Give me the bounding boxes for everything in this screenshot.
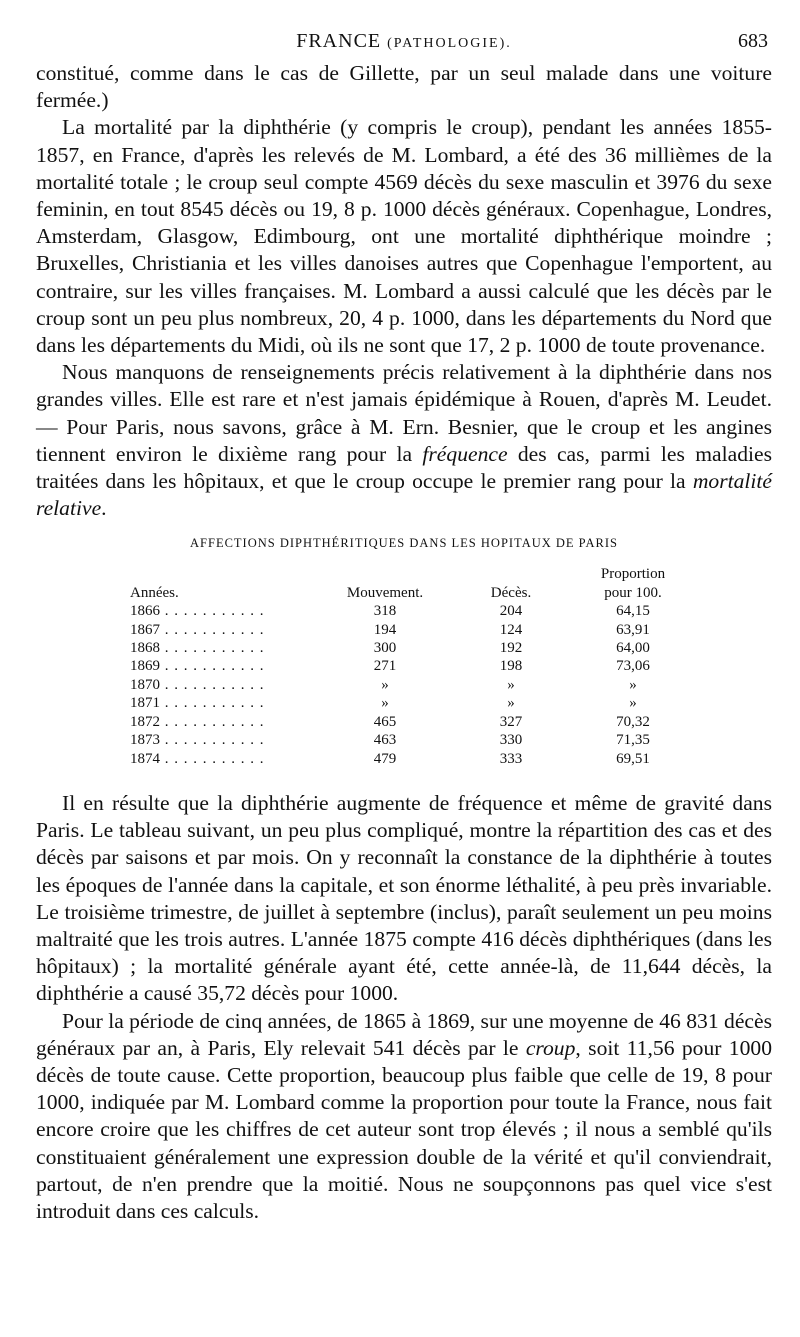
cell-year-value: 1869 [130, 658, 160, 675]
cell-movement [326, 657, 444, 675]
cell-year [130, 621, 326, 639]
column-header-movement: Mouvement. [346, 584, 424, 601]
column-header-deaths: Décès. [490, 584, 532, 601]
header-title-main: FRANCE [296, 30, 382, 52]
table-row [130, 750, 688, 768]
cell-year-value: 1870 [130, 676, 160, 693]
cell-year-value: 1868 [130, 640, 160, 657]
cell-proportion-value: 71,35 [616, 732, 650, 749]
cell-proportion [578, 731, 688, 749]
column-header-proportion-line1: Proportion [600, 566, 666, 583]
cell-deaths [444, 657, 578, 675]
leader-dots [160, 640, 265, 656]
body-text-after-table [36, 790, 772, 1225]
cell-proportion-value: 64,15 [616, 603, 650, 620]
header-title [36, 30, 772, 53]
cell-deaths [444, 694, 578, 712]
leader-dots [160, 751, 265, 767]
paragraph [36, 359, 772, 522]
cell-proportion-value: 64,00 [616, 640, 650, 657]
cell-year [130, 676, 326, 694]
cell-year [130, 713, 326, 731]
cell-proportion-value: » [629, 676, 637, 693]
cell-movement-value: 318 [373, 603, 397, 620]
cell-year [130, 602, 326, 620]
cell-deaths-value: » [507, 676, 515, 693]
cell-year [130, 639, 326, 657]
leader-dots [160, 622, 265, 638]
text-run: des cas, parmi les maladies traitées dans les hôpitaux, et que le croup occupe le premier rang pour la [36, 441, 772, 494]
table-body [130, 602, 688, 768]
cell-deaths-value: 204 [499, 603, 523, 620]
cell-proportion-value: 69,51 [616, 750, 650, 767]
cell-year [130, 657, 326, 675]
cell-movement [326, 676, 444, 694]
cell-proportion [578, 750, 688, 768]
cell-year [130, 694, 326, 712]
cell-deaths-value: 192 [499, 640, 523, 657]
cell-proportion-value: 63,91 [616, 621, 650, 638]
cell-movement [326, 713, 444, 731]
cell-movement-value: 479 [373, 750, 397, 767]
cell-year [130, 750, 326, 768]
cell-deaths-value: » [507, 695, 515, 712]
text-run: Nous manquons de renseignements précis relativement à la diphthérie dans nos grandes villes. Elle est rare et n'est jamais épidémique à Rouen, d'après M. Leudet. — Pour Paris, nous savons, grâce à M. Ern. Besnier, que le croup et les angines tiennent environ le dixième rang pour la [36, 360, 772, 466]
table-row [130, 657, 688, 675]
cell-deaths-value: 327 [499, 713, 523, 730]
cell-movement-value: » [381, 695, 389, 712]
table-row [130, 713, 688, 731]
cell-movement [326, 694, 444, 712]
cell-movement-value: 194 [373, 621, 397, 638]
cell-year-value: 1866 [130, 603, 160, 620]
cell-proportion [578, 713, 688, 731]
cell-year-value: 1873 [130, 732, 160, 749]
cell-year-value: 1872 [130, 713, 160, 730]
cell-proportion-value: 73,06 [616, 658, 650, 675]
text-run: constitué, comme dans le cas de Gillette, par un seul malade dans une voiture fermée.) [36, 61, 772, 113]
cell-deaths-value: 330 [499, 732, 523, 749]
cell-proportion [578, 694, 688, 712]
column-header-proportion [578, 565, 688, 602]
cell-year-value: 1871 [130, 695, 160, 712]
cell-deaths-value: 198 [499, 658, 523, 675]
table-header-row [130, 565, 688, 602]
leader-dots [160, 732, 265, 748]
leader-dots [160, 658, 265, 674]
text-run: , soit 11,56 pour 1000 décès de toute cause. Cette proportion, beaucoup plus faible que celle de 19, 8 pour 1000, indiquée par M. Lombard comme la proportion pour toute la France, nous fait encore croire que les chiffres de cet auteur sont trop élevés ; il nous a semblé qu'ils constituaient généralement une expression double de la vérité et qu'il conviendrait, partout, de n'en prendre que la moitié. Nous ne soupçonnons pas quel vice s'est introduit dans ces calculs. [36, 1035, 772, 1223]
cell-movement-value: 463 [373, 732, 397, 749]
table-row [130, 731, 688, 749]
cell-proportion [578, 657, 688, 675]
header-title-sub: (PATHOLOGIE). [387, 36, 512, 51]
text-run: La mortalité par la diphthérie (y compris le croup), pendant les années 1855-1857, en France, d'après les relevés de M. Lombard, a été des 36 millièmes de la mortalité totale ; le croup seul compte 4569 décès du sexe masculin et 3976 du sexe feminin, en tout 8545 décès ou 19, 8 p. 1000 décès généraux. Copenhague, Londres, Amsterdam, Glasgow, Edimbourg, ont une mortalité diphthérique moindre ; Bruxelles, Christiania et les villes danoises autres que Copenhague l'emportent, au contraire, sur les villes françaises. M. Lombard a aussi calculé que les décès par le croup sont un peu plus nombreux, 20, 4 p. 1000, dans les départements du Nord que dans les départements du Midi, où ils ne sont que 17, 2 p. 1000 de toute provenance. [36, 115, 772, 358]
page-number: 683 [738, 30, 768, 52]
leader-dots [160, 714, 265, 730]
cell-proportion [578, 602, 688, 620]
cell-deaths-value: 124 [499, 621, 523, 638]
cell-deaths [444, 602, 578, 620]
cell-year-value: 1874 [130, 750, 160, 767]
table-title: AFFECTIONS DIPHTHÉRITIQUES DANS LES HOPITAUX DE PARIS [190, 536, 618, 551]
text-run: . [101, 496, 107, 521]
italic-text: fréquence [422, 441, 508, 466]
cell-proportion [578, 676, 688, 694]
leader-dots [160, 603, 265, 619]
cell-deaths [444, 621, 578, 639]
paragraph [36, 1008, 772, 1226]
table-row [130, 694, 688, 712]
statistics-table [130, 565, 688, 767]
paragraph [36, 790, 772, 1008]
column-header-proportion-line2: pour 100. [604, 584, 662, 601]
table-row [130, 621, 688, 639]
text-run: Pour la période de cinq années, de 1865 à 1869, sur une moyenne de 46 831 décès généraux par an, à Paris, Ely relevait 541 décès par le [36, 1008, 772, 1060]
cell-year-value: 1867 [130, 621, 160, 638]
cell-movement [326, 639, 444, 657]
running-header [36, 30, 772, 60]
cell-movement-value: 465 [373, 713, 397, 730]
paragraph [36, 114, 772, 359]
document-page [36, 30, 772, 1225]
cell-movement-value: 271 [373, 658, 397, 675]
cell-deaths [444, 713, 578, 731]
text-run: Il en résulte que la diphthérie augmente de fréquence et même de gravité dans Paris. Le tableau suivant, un peu plus compliqué, montre la répartition des cas et des décès par saisons et par mois. On y reconnaît la constance de la diphthérie à toutes les époques de l'année dans la capitale, et son énorme léthalité, à peu près invariable. Le troisième trimestre, de juillet à septembre (inclus), paraît seulement un peu moins maltraité que les trois autres. L'année 1875 compte 416 décès diphthériques (dans les hôpitaux) ; la mortalité générale ayant été, cette année-là, de 11,644 décès, la diphthérie a causé 35,72 décès pour 1000. [36, 790, 772, 1006]
cell-deaths [444, 750, 578, 768]
cell-movement [326, 731, 444, 749]
table-row [130, 676, 688, 694]
cell-proportion [578, 621, 688, 639]
leader-dots [160, 695, 265, 711]
cell-movement [326, 602, 444, 620]
cell-deaths [444, 676, 578, 694]
cell-movement [326, 621, 444, 639]
paragraph [36, 60, 772, 114]
cell-movement [326, 750, 444, 768]
column-header-year: Années. [130, 584, 179, 601]
table-row [130, 602, 688, 620]
italic-text: mortalité relative [36, 469, 772, 521]
cell-proportion-value: » [629, 695, 637, 712]
cell-proportion [578, 639, 688, 657]
cell-proportion-value: 70,32 [616, 713, 650, 730]
cell-year [130, 731, 326, 749]
cell-movement-value: » [381, 676, 389, 693]
italic-text: croup [525, 1035, 576, 1060]
leader-dots [160, 677, 265, 693]
body-text-before-table [36, 60, 772, 522]
table-row [130, 639, 688, 657]
cell-movement-value: 300 [373, 640, 397, 657]
cell-deaths-value: 333 [499, 750, 523, 767]
cell-deaths [444, 639, 578, 657]
cell-deaths [444, 731, 578, 749]
